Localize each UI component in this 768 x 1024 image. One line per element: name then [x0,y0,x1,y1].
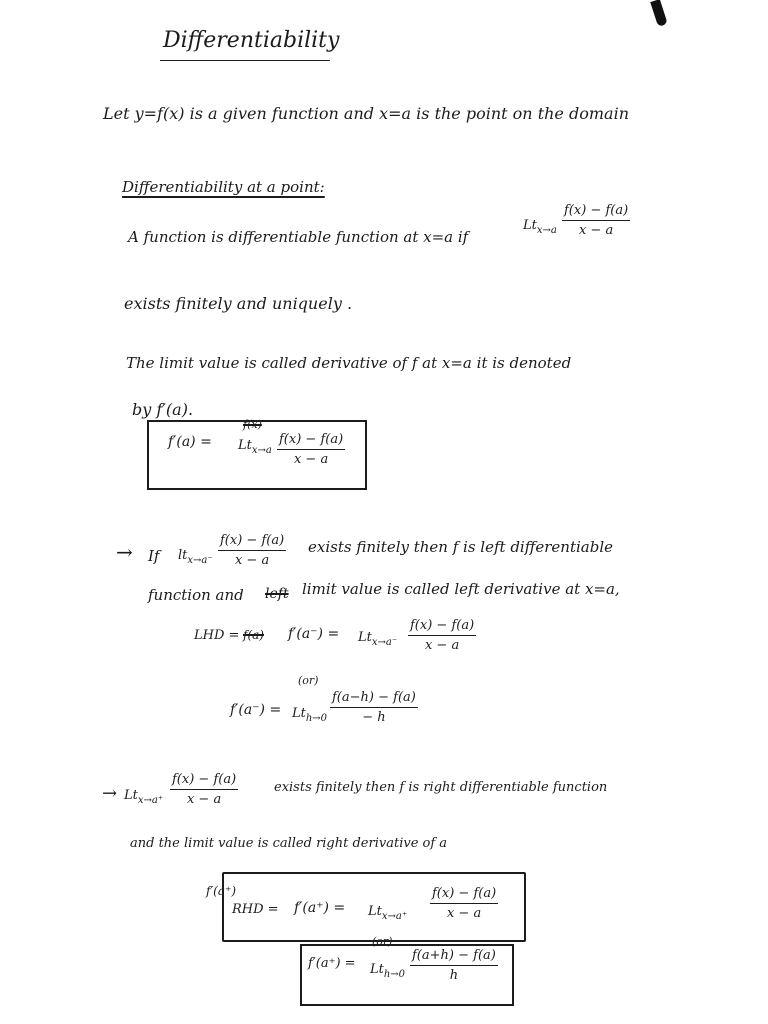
fraction-numerator: f(x) − f(a) [430,886,498,904]
lhd-alt-fraction [330,690,418,725]
fraction-numerator: f(x) − f(a) [218,533,286,551]
limit-label: Lt [124,788,138,803]
fraction-numerator: f(x) − f(a) [562,203,630,221]
fraction-denominator: x − a [446,906,482,921]
derivative-text-line1: The limit value is called derivative of f at x=a it is denoted [126,354,572,372]
definition-fraction [562,203,630,238]
rhd-alt-expr: f′(a⁺) = [308,956,356,971]
limit-sub: x→a⁺ [137,795,164,806]
fraction-numerator: f(x) − f(a) [170,772,238,790]
left-diff-struck-word: left [265,586,289,602]
rhd-limit [368,904,407,922]
fraction-denominator: x − a [234,553,270,568]
limit-label: Lt [358,630,372,645]
box1-lhs: f′(a) = [168,434,212,450]
limit-label: Lt [238,438,252,453]
fraction-denominator: − h [362,710,386,725]
limit-sub: h→0 [305,713,328,724]
fraction-denominator: x − a [578,223,614,238]
box1-limit [238,438,272,456]
box1-struck-term: f(x) [243,418,262,431]
limit-label: Lt [523,218,537,233]
definition-line2: exists finitely and uniquely . [124,294,353,313]
box1-fraction [277,432,345,467]
fraction-denominator: h [449,968,459,983]
limit-label: lt [178,548,188,563]
fraction-numerator: f(a+h) − f(a) [410,948,498,966]
limit-sub: x→a [251,445,272,456]
right-diff-text2: and the limit value is called right derivative of a [130,836,448,851]
lhd-expr: f′(a⁻) = [288,626,340,642]
rhd-alt-fraction [410,948,498,983]
rhd-or: (or) [372,935,393,948]
lhd-alt-limit [292,706,327,724]
rhd-fraction [430,886,498,921]
rhd-label: RHD = [232,902,279,917]
intro-text: Let y=f(x) is a given function and x=a is the point on the domain [103,104,629,123]
right-diff-arrow: → [102,783,118,804]
rhd-note: f′(a⁺) [206,884,237,898]
definition-limit [523,218,557,236]
page-edge-mark [650,0,668,27]
lhd-limit [358,630,397,648]
fraction-denominator: x − a [293,452,329,467]
lhd-alt-expr: f′(a⁻) = [230,702,282,718]
left-diff-arrow: → [116,540,133,564]
fraction-numerator: f(x) − f(a) [408,618,476,636]
left-diff-if: If [148,547,160,565]
fraction-numerator: f(x) − f(a) [277,432,345,450]
right-diff-fraction [170,772,238,807]
fraction-numerator: f(a−h) − f(a) [330,690,418,708]
fraction-denominator: x − a [424,638,460,653]
section-heading: Differentiability at a point: [122,178,325,196]
left-diff-text1: exists finitely then f is left differentiable [308,538,613,556]
limit-sub: h→0 [383,969,406,980]
rhd-expr: f′(a⁺) = [294,900,346,916]
limit-label: Lt [292,706,306,721]
rhd-alt-limit [370,962,405,980]
left-diff-limit [178,548,213,566]
lhd-label: LHD = [194,628,240,643]
limit-sub: x→a⁻ [187,555,213,566]
left-diff-text2b: limit value is called left derivative at x=a, [302,580,620,598]
limit-label: Lt [370,962,384,977]
right-diff-limit [124,788,163,806]
derivative-text-line2: by f′(a). [132,400,194,419]
left-diff-text2a: function and [148,586,244,604]
limit-sub: x→a⁻ [371,637,398,648]
fraction-denominator: x − a [186,792,222,807]
title-underline [160,60,330,61]
limit-label: Lt [368,904,382,919]
lhd-or: (or) [298,674,319,687]
limit-sub: x→a⁺ [381,911,408,922]
lhd-struck-term: f(a) [243,628,264,642]
left-diff-fraction [218,533,286,568]
definition-line1: A function is differentiable function at x=a if [128,228,469,246]
limit-sub: x→a [536,225,557,236]
page-title: Differentiability [163,28,340,53]
right-diff-text1: exists finitely then f is right differentiable function [274,780,608,795]
lhd-fraction [408,618,476,653]
